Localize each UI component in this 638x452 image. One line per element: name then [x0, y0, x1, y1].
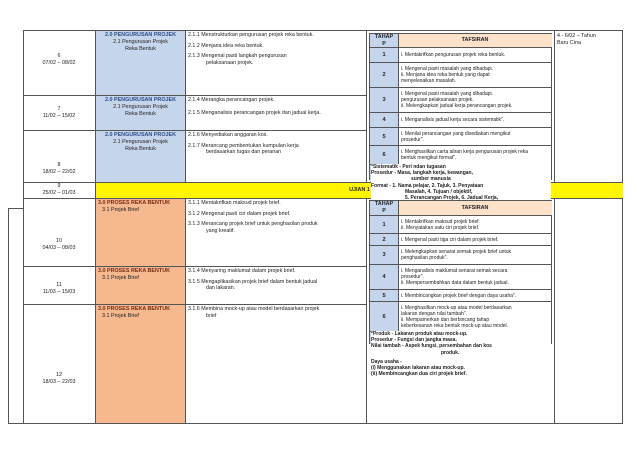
- week-cell: 8 18/02 – 22/02: [42, 162, 76, 175]
- content-standard: 3.0 PROSES REKA BENTUK 3.1 Projek Brief: [98, 200, 170, 213]
- note-line: 5. Perancangan Projek, 6. Jadual Kerja,: [405, 195, 499, 202]
- learning-standards: 2.1.6 Menyediakan anggaran kos. 2.1.7 Merancang pembentukan kumpulan kerja berdasarkan tugas dan peranan: [188, 132, 299, 156]
- level-row: 4 i. Menganalisis maklumat senarai semak secara prosedur". ii. Mempersembahkan data dalam bentuk jadual.: [382, 268, 509, 286]
- tafsiran-header: TAFSIRAN: [461, 37, 489, 43]
- learning-standards: 3.1.1 Mentakrifkan maksud projek brief. 3.1.2 Mengenal pasti ciri dalam projek brief. 3.1.3 Merancang projek brief untuk penghasilan produk yang kreatif.: [188, 200, 318, 234]
- month-label: [0, 315, 32, 335]
- note-line: Masalah, 4. Tujuan / objektif,: [405, 188, 473, 195]
- week-cell: 11 11/03 – 15/03: [42, 282, 76, 295]
- exam-label: UJIAN 1: [349, 187, 370, 193]
- note-line: Format - 1. Nama pelajar, 2. Tajuk, 3. Penyataan: [371, 182, 484, 189]
- level-row: 2 i. Mengenal pasti tiga ciri dalam projek brief.: [382, 236, 499, 243]
- level-row: 5 i. Menilai perancangan yang disediakan mengikut prosedur".: [382, 130, 511, 143]
- tahap-header: TAHAP P: [374, 34, 394, 47]
- level-row: 3 i. Melengkapkan senarai semak projek brief untuk penghasilan produk".: [382, 249, 512, 261]
- level-row: 5 i. Membincangkan projek brief dengan daya usaha".: [382, 292, 517, 299]
- remarks: 4 - 6/02 – Tahun Baru Cina: [557, 33, 596, 46]
- week-cell: 12 18/03 – 22/03: [42, 372, 76, 385]
- tafsiran-note-mar: *Produk - Lakaran produk atau mock-up. Prosedur - Fungsi dan jangka masa. Nilai tambah - Aspek fungsi, persembahan dan kos produk. Daya usaha - (i) Menggunakan lakaran atau mock-up. (ii) Membincangkan dua ciri projek brief.: [371, 331, 551, 377]
- level-row: 1 i. Mentakrifkan maksud projek brief. ii. Menyatakan satu ciri projek brief.: [382, 218, 480, 231]
- level-row: 6 i. Menghasilkan carta aliran kerja pengurusan projek reka bentuk mengikut format".: [382, 149, 529, 161]
- tafsiran-note-feb: *Sistematik - Peri ndan tugasan Prosedur - Masa, langkah kerja, kewangan, sumber manusia Format - 1. Nama pelajar, 2. Tajuk, 3. Penyataan Masalah, 4. Tujuan / objektif, 5. Perancangan Projek, 6. Jadual Kerja,: [371, 164, 551, 207]
- learning-standards: 3.1.6 Membina mock-up atau model berdasarkan projek brief: [188, 306, 320, 319]
- level-row: 4 i. Menganalisis jadual kerja secara sistematik".: [382, 117, 505, 123]
- learning-standards: 2.1.1 Menstrukturkan pengurusan projek reka bentuk. 2.1.2 Menjana idea reka bentuk. 2.1.3 Mengenal pasti langkah pengurusan pelaksanaan projek.: [188, 32, 314, 66]
- content-standard: 2.0 PENGURUSAN PROJEK 2.1 Pengurusan Projek Reka Bentuk: [105, 97, 176, 117]
- week-cell: 10 04/03 – 08/03: [42, 238, 76, 251]
- week-cell: 7 11/02 – 15/02: [42, 106, 76, 119]
- level-row: 2 i. Mengenal pasti masalah yang dihadapi. ii. Menjana idea reka bentuk yang dapat menyelesaikan masalah.: [382, 66, 494, 84]
- content-standard: 2.0 PENGURUSAN PROJEK 2.1 Pengurusan Projek Reka Bentuk: [105, 32, 176, 52]
- tafsiran-table-mar: [369, 200, 552, 344]
- learning-standards: 2.1.4 Merangka perancangan projek. 2.1.5 Menganalisis perancangan projek dan jadual kerja.: [188, 97, 321, 116]
- tahap-header: TAHAP P: [374, 201, 394, 214]
- tafsiran-header: TAFSIRAN: [461, 205, 489, 211]
- learning-standards: 3.1.4 Menyaring maklumat dalam projek brief. 3.1.5 Mengaplikasikan projek brief dalam bentuk jadual dan lakaran.: [188, 268, 318, 292]
- level-row: 1 i. Mentakrifkan pengurusan projek reka bentuk.: [382, 52, 506, 58]
- content-standard: 3.0 PROSES REKA BENTUK 3.1 Projek Brief: [98, 268, 170, 281]
- week-cell: 6 07/02 – 08/02: [42, 53, 76, 66]
- note-line: sumber manusia: [411, 176, 451, 183]
- week-cell: 9 25/02 – 01/03: [42, 183, 76, 196]
- content-standard: 3.0 PROSES REKA BENTUK 3.1 Projek Brief: [98, 306, 170, 319]
- level-row: 3 i. Mengenal pasti masalah yang dihadapi. pengurusan pelaksanaan projek. ii. Melengkapkan jadual kerja perancangan projek.: [382, 91, 513, 109]
- level-row: 6 i. Menghasilkan mock-up atau model berdasarkan lakaran dengan nilai tambah". ii. Mempamerkan dan berbincang tahap keberkesanan reka bentuk mock-up atau model.: [382, 304, 512, 329]
- content-standard: 2.0 PENGURUSAN PROJEK 2.1 Pengurusan Projek Reka Bentuk: [105, 132, 176, 152]
